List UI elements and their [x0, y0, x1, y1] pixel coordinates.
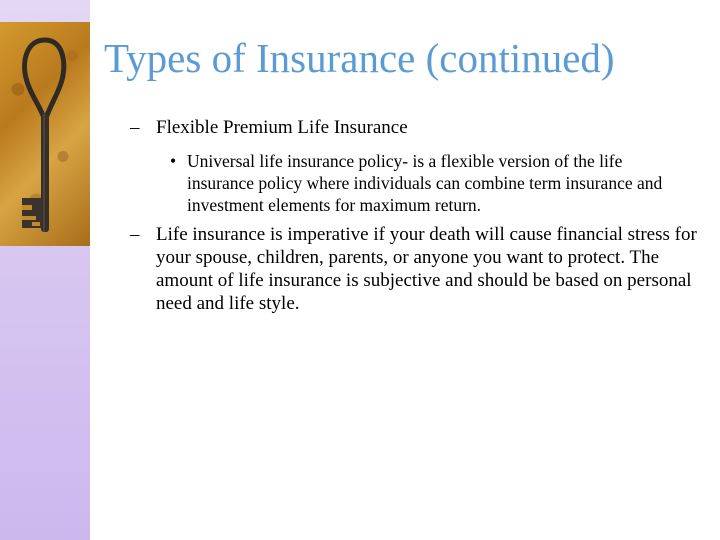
- skeleton-key-icon: [0, 22, 90, 246]
- bullet-flexible-premium: [130, 116, 700, 139]
- bullet-text: Flexible Premium Life Insurance: [156, 117, 408, 138]
- bullet-text: Life insurance is imperative if your death will cause financial stress for your spouse, children, parents, or anyone you want to protect. The amount of life insurance is subjective and should be based on personal need and life style.: [156, 224, 697, 314]
- bullet-text: Universal life insurance policy- is a flexible version of the life insurance policy where individuals can combine term insurance and investment elements for maximum return.: [187, 151, 663, 215]
- dash-marker: –: [130, 224, 140, 245]
- bullet-life-insurance-imperative: [130, 223, 700, 315]
- bullet-dot-marker: •: [170, 151, 177, 171]
- dash-marker: –: [130, 117, 140, 138]
- slide-title: Types of Insurance (continued): [104, 35, 615, 81]
- key-photo: [0, 22, 90, 246]
- sub-bullet-universal-life: [170, 150, 690, 216]
